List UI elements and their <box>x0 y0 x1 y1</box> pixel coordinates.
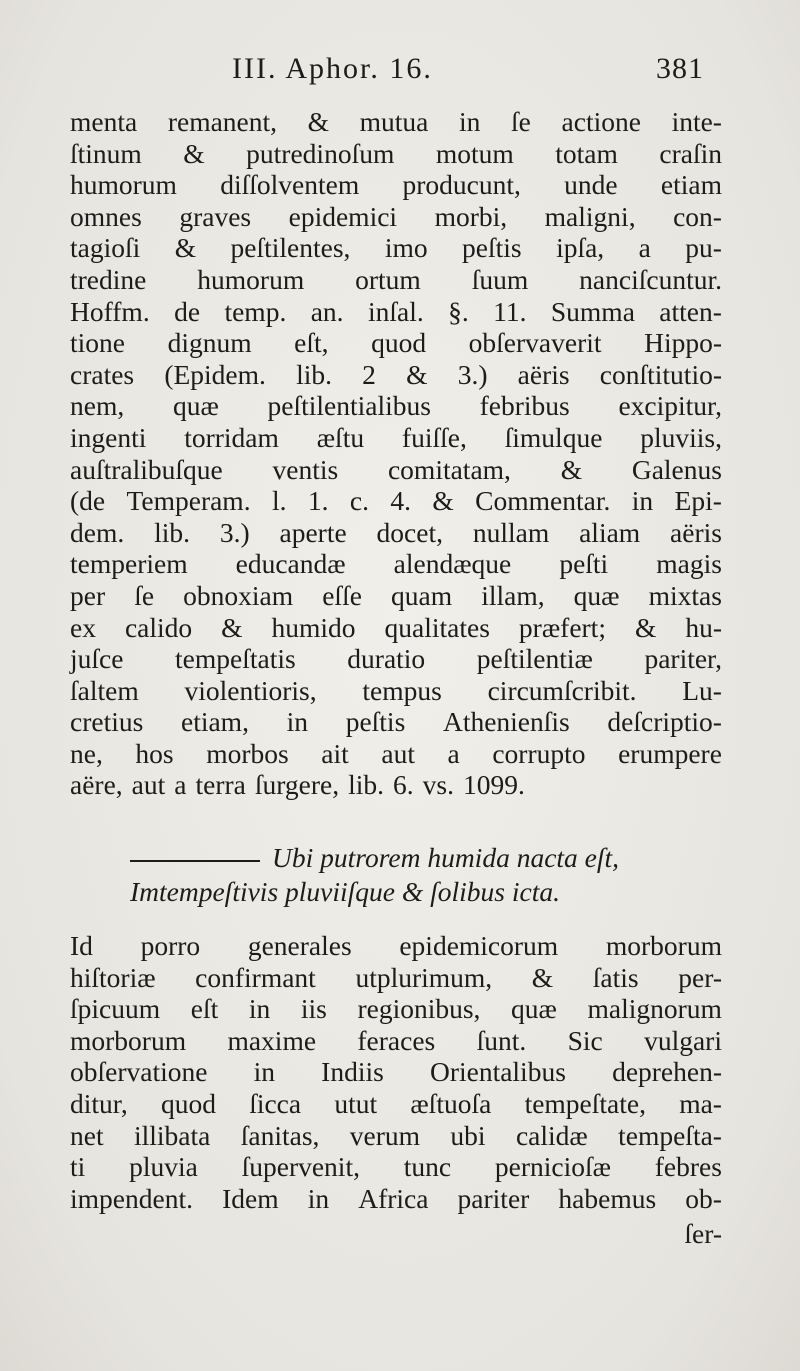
text-line: ditur, quod ſicca utut æſtuoſa tempeſtate, ma- <box>70 1087 722 1119</box>
text-line: ti pluvia ſupervenit, tunc pernicioſæ febres <box>70 1151 722 1183</box>
text-line: humorum diſſolventem producunt, unde etiam <box>70 169 722 201</box>
text-line: ex calido & humido qualitates præfert; & hu- <box>70 611 722 643</box>
paragraph-1 <box>70 106 722 801</box>
text-line: aëre, aut a terra ſurgere, lib. 6. vs. 1099. <box>70 769 525 801</box>
text-line: per ſe obnoxiam eſſe quam illam, quæ mixtas <box>70 579 722 611</box>
page-number: 381 <box>656 52 704 85</box>
header-title: III. Aphor. 16. <box>232 52 433 85</box>
text-line: ſpicuum eſt in iis regionibus, quæ malignorum <box>70 993 722 1025</box>
text-line: tione dignum eſt, quod obſervaverit Hippo- <box>70 327 722 359</box>
text-line: ſtinum & putredinoſum motum totam craſin <box>70 137 722 169</box>
text-line: Hoffm. de temp. an. inſal. §. 11. Summa atten- <box>70 295 722 327</box>
text-line: temperiem educandæ alendæque peſti magis <box>70 548 722 580</box>
text-line: Id porro generales epidemicorum morborum <box>70 930 722 961</box>
text-line: obſervatione in Indiis Orientalibus deprehen- <box>70 1056 722 1088</box>
text-line: morborum maxime feraces ſunt. Sic vulgari <box>70 1024 722 1056</box>
text-line: dem. lib. 3.) aperte docet, nullam aliam aëris <box>70 516 722 548</box>
text-line: ne, hos morbos ait aut a corrupto erumpere <box>70 737 722 769</box>
text-line: ſaltem violentioris, tempus circumſcribit. Lu- <box>70 674 722 706</box>
text-line: menta remanent, & mutua in ſe actione inte- <box>70 106 722 137</box>
text-line: impendent. Idem in Africa pariter habemus ob- <box>70 1182 722 1214</box>
text-line: hiſtoriæ confirmant utplurimum, & ſatis per- <box>70 961 722 993</box>
text-line: tredine humorum ortum ſuum nanciſcuntur. <box>70 263 722 295</box>
text-line: nem, quæ peſtilentialibus febribus excipitur, <box>70 390 722 422</box>
running-header <box>0 52 800 92</box>
verse-dash <box>130 860 260 862</box>
text-line: ingenti torridam æſtu fuiſſe, ſimulque pluviis, <box>70 421 722 453</box>
text-line: tagioſi & peſtilentes, imo peſtis ipſa, a pu- <box>70 232 722 264</box>
text-line: auſtralibuſque ventis comitatam, & Galenus <box>70 453 722 485</box>
text-line: juſce tempeſtatis duratio peſtilentiæ pariter, <box>70 643 722 675</box>
text-line: cretius etiam, in peſtis Athenienſis deſcriptio- <box>70 706 722 738</box>
text-line: crates (Epidem. lib. 2 & 3.) aëris conſtitutio- <box>70 358 722 390</box>
verse-line-2: Imtempeſtivis pluviiſque & ſolibus icta. <box>130 876 560 907</box>
catchword-block <box>70 1218 722 1250</box>
text-line: omnes graves epidemici morbi, maligni, con- <box>70 200 722 232</box>
catchword: ſer- <box>684 1218 722 1249</box>
text-line: (de Temperam. l. 1. c. 4. & Commentar. in Epi- <box>70 485 722 517</box>
paragraph-2 <box>70 930 722 1214</box>
text-line: net illibata ſanitas, verum ubi calidæ tempeſta- <box>70 1119 722 1151</box>
verse-line-1: Ubi putrorem humida nacta eſt, <box>272 842 620 873</box>
